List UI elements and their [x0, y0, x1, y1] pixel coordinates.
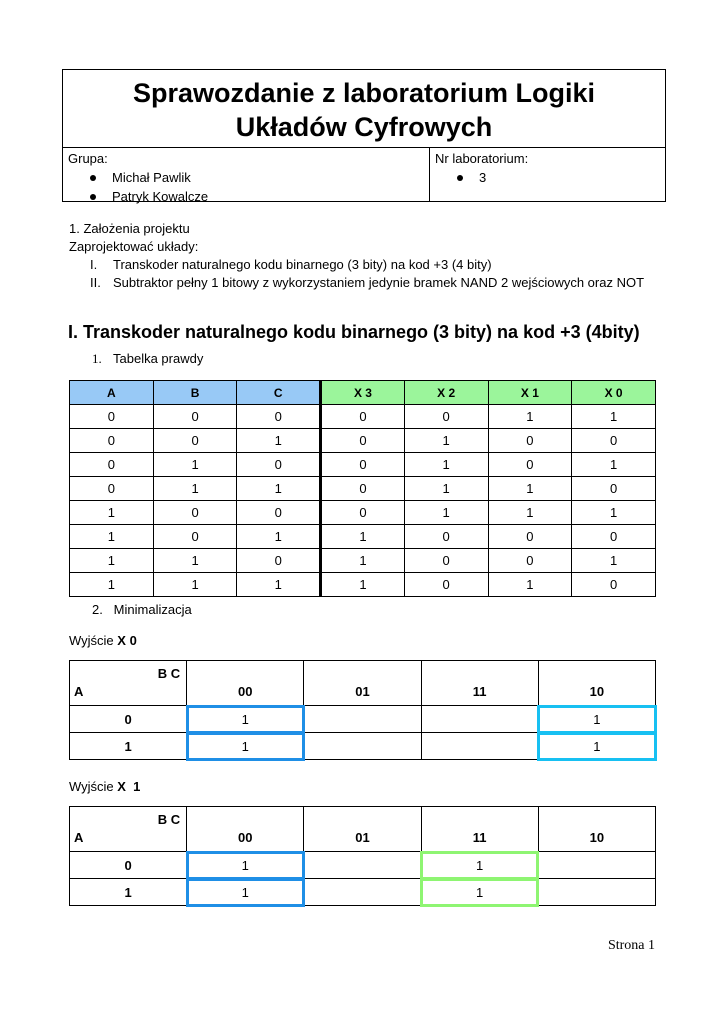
table-row: 0 0 1 0 1 0 0	[70, 429, 656, 453]
kmap-row-label: 0	[70, 706, 187, 733]
step-truth-table: 1. Tabelka prawdy	[92, 351, 204, 366]
kmap-cell: 1	[538, 733, 655, 760]
kmap-cell	[304, 879, 421, 906]
table-row: 0 1 0 0 1 0 1	[70, 453, 656, 477]
kmap-cell: 1	[421, 879, 538, 906]
report-header-box	[62, 69, 666, 202]
table-row: 0 0 0 0 0 1 1	[70, 405, 656, 429]
kmap-cell	[421, 733, 538, 760]
header-x1: X 1	[488, 381, 572, 405]
lab-label: Nr laboratorium:	[435, 151, 529, 166]
header-x0: X 0	[572, 381, 656, 405]
member-list	[68, 168, 424, 206]
kmap-col-header: 11	[421, 661, 538, 706]
section-title: I. Transkoder naturalnego kodu binarnego (3 bity) na kod +3 (4bity)	[68, 322, 640, 342]
table-row: 1 0 0 0 1 1 1	[70, 501, 656, 525]
header-a: A	[70, 381, 154, 405]
assumptions-intro: Zaprojektować układy:	[69, 239, 199, 254]
kmap-row	[70, 852, 656, 879]
kmap-x0-label: Wyjście X 0	[69, 633, 137, 648]
kmap-col-header: 00	[187, 807, 304, 852]
table-row: 1 1 0 1 0 0 1	[70, 549, 656, 573]
lab-number-cell	[430, 148, 665, 202]
step-minimization: 2. Minimalizacja	[92, 602, 192, 617]
kmap-cell: 1	[187, 852, 304, 879]
assumptions-heading: 1. Założenia projektu	[69, 221, 190, 236]
table-row: 1 1 1 1 0 1 0	[70, 573, 656, 597]
kmap-corner: B C A	[70, 807, 187, 852]
title-line-2: Układów Cyfrowych	[235, 112, 493, 142]
member-item: Patryk Kowalcze	[68, 187, 424, 206]
title-line-1: Sprawozdanie z laboratorium Logiki	[132, 78, 596, 108]
kmap-cell: 1	[187, 733, 304, 760]
kmap-row-label: 1	[70, 733, 187, 760]
kmap-cell	[304, 733, 421, 760]
kmap-cell: 1	[421, 852, 538, 879]
table-row: 1 0 1 1 0 0 0	[70, 525, 656, 549]
kmap-cell	[538, 852, 655, 879]
kmap-cell	[538, 879, 655, 906]
kmap-cell: 1	[187, 879, 304, 906]
bullet-icon	[90, 175, 96, 181]
page-number: Strona 1	[607, 938, 655, 953]
kmap-cell	[304, 852, 421, 879]
bullet-icon	[457, 175, 463, 181]
kmap-col-header: 01	[304, 661, 421, 706]
group-label: Grupa:	[68, 151, 108, 166]
kmap-row-label: 0	[70, 852, 187, 879]
kmap-x1	[69, 806, 656, 906]
kmap-row-label: 1	[70, 879, 187, 906]
kmap-row	[70, 879, 656, 906]
kmap-col-header: 01	[304, 807, 421, 852]
header-x2: X 2	[404, 381, 488, 405]
member-item: Michał Pawlik	[68, 168, 424, 187]
report-title	[63, 70, 665, 148]
kmap-row	[70, 706, 656, 733]
kmap-col-header: 00	[187, 661, 304, 706]
header-c: C	[237, 381, 321, 405]
kmap-col-header: 10	[538, 807, 655, 852]
table-row: 0 1 1 0 1 1 0	[70, 477, 656, 501]
kmap-col-header: 10	[538, 661, 655, 706]
kmap-x0	[69, 660, 656, 760]
kmap-col-header: 11	[421, 807, 538, 852]
bullet-icon	[90, 194, 96, 200]
kmap-cell: 1	[538, 706, 655, 733]
kmap-cell	[304, 706, 421, 733]
kmap-row	[70, 733, 656, 760]
kmap-cell	[421, 706, 538, 733]
header-x3: X 3	[321, 381, 405, 405]
group-cell	[63, 148, 430, 202]
lab-number-item: 3	[435, 168, 660, 187]
header-b: B	[153, 381, 237, 405]
kmap-cell: 1	[187, 706, 304, 733]
truth-table	[69, 380, 656, 597]
truth-table-header	[70, 381, 656, 405]
kmap-x1-label: Wyjście X 1	[69, 779, 141, 794]
kmap-corner: B C A	[70, 661, 187, 706]
